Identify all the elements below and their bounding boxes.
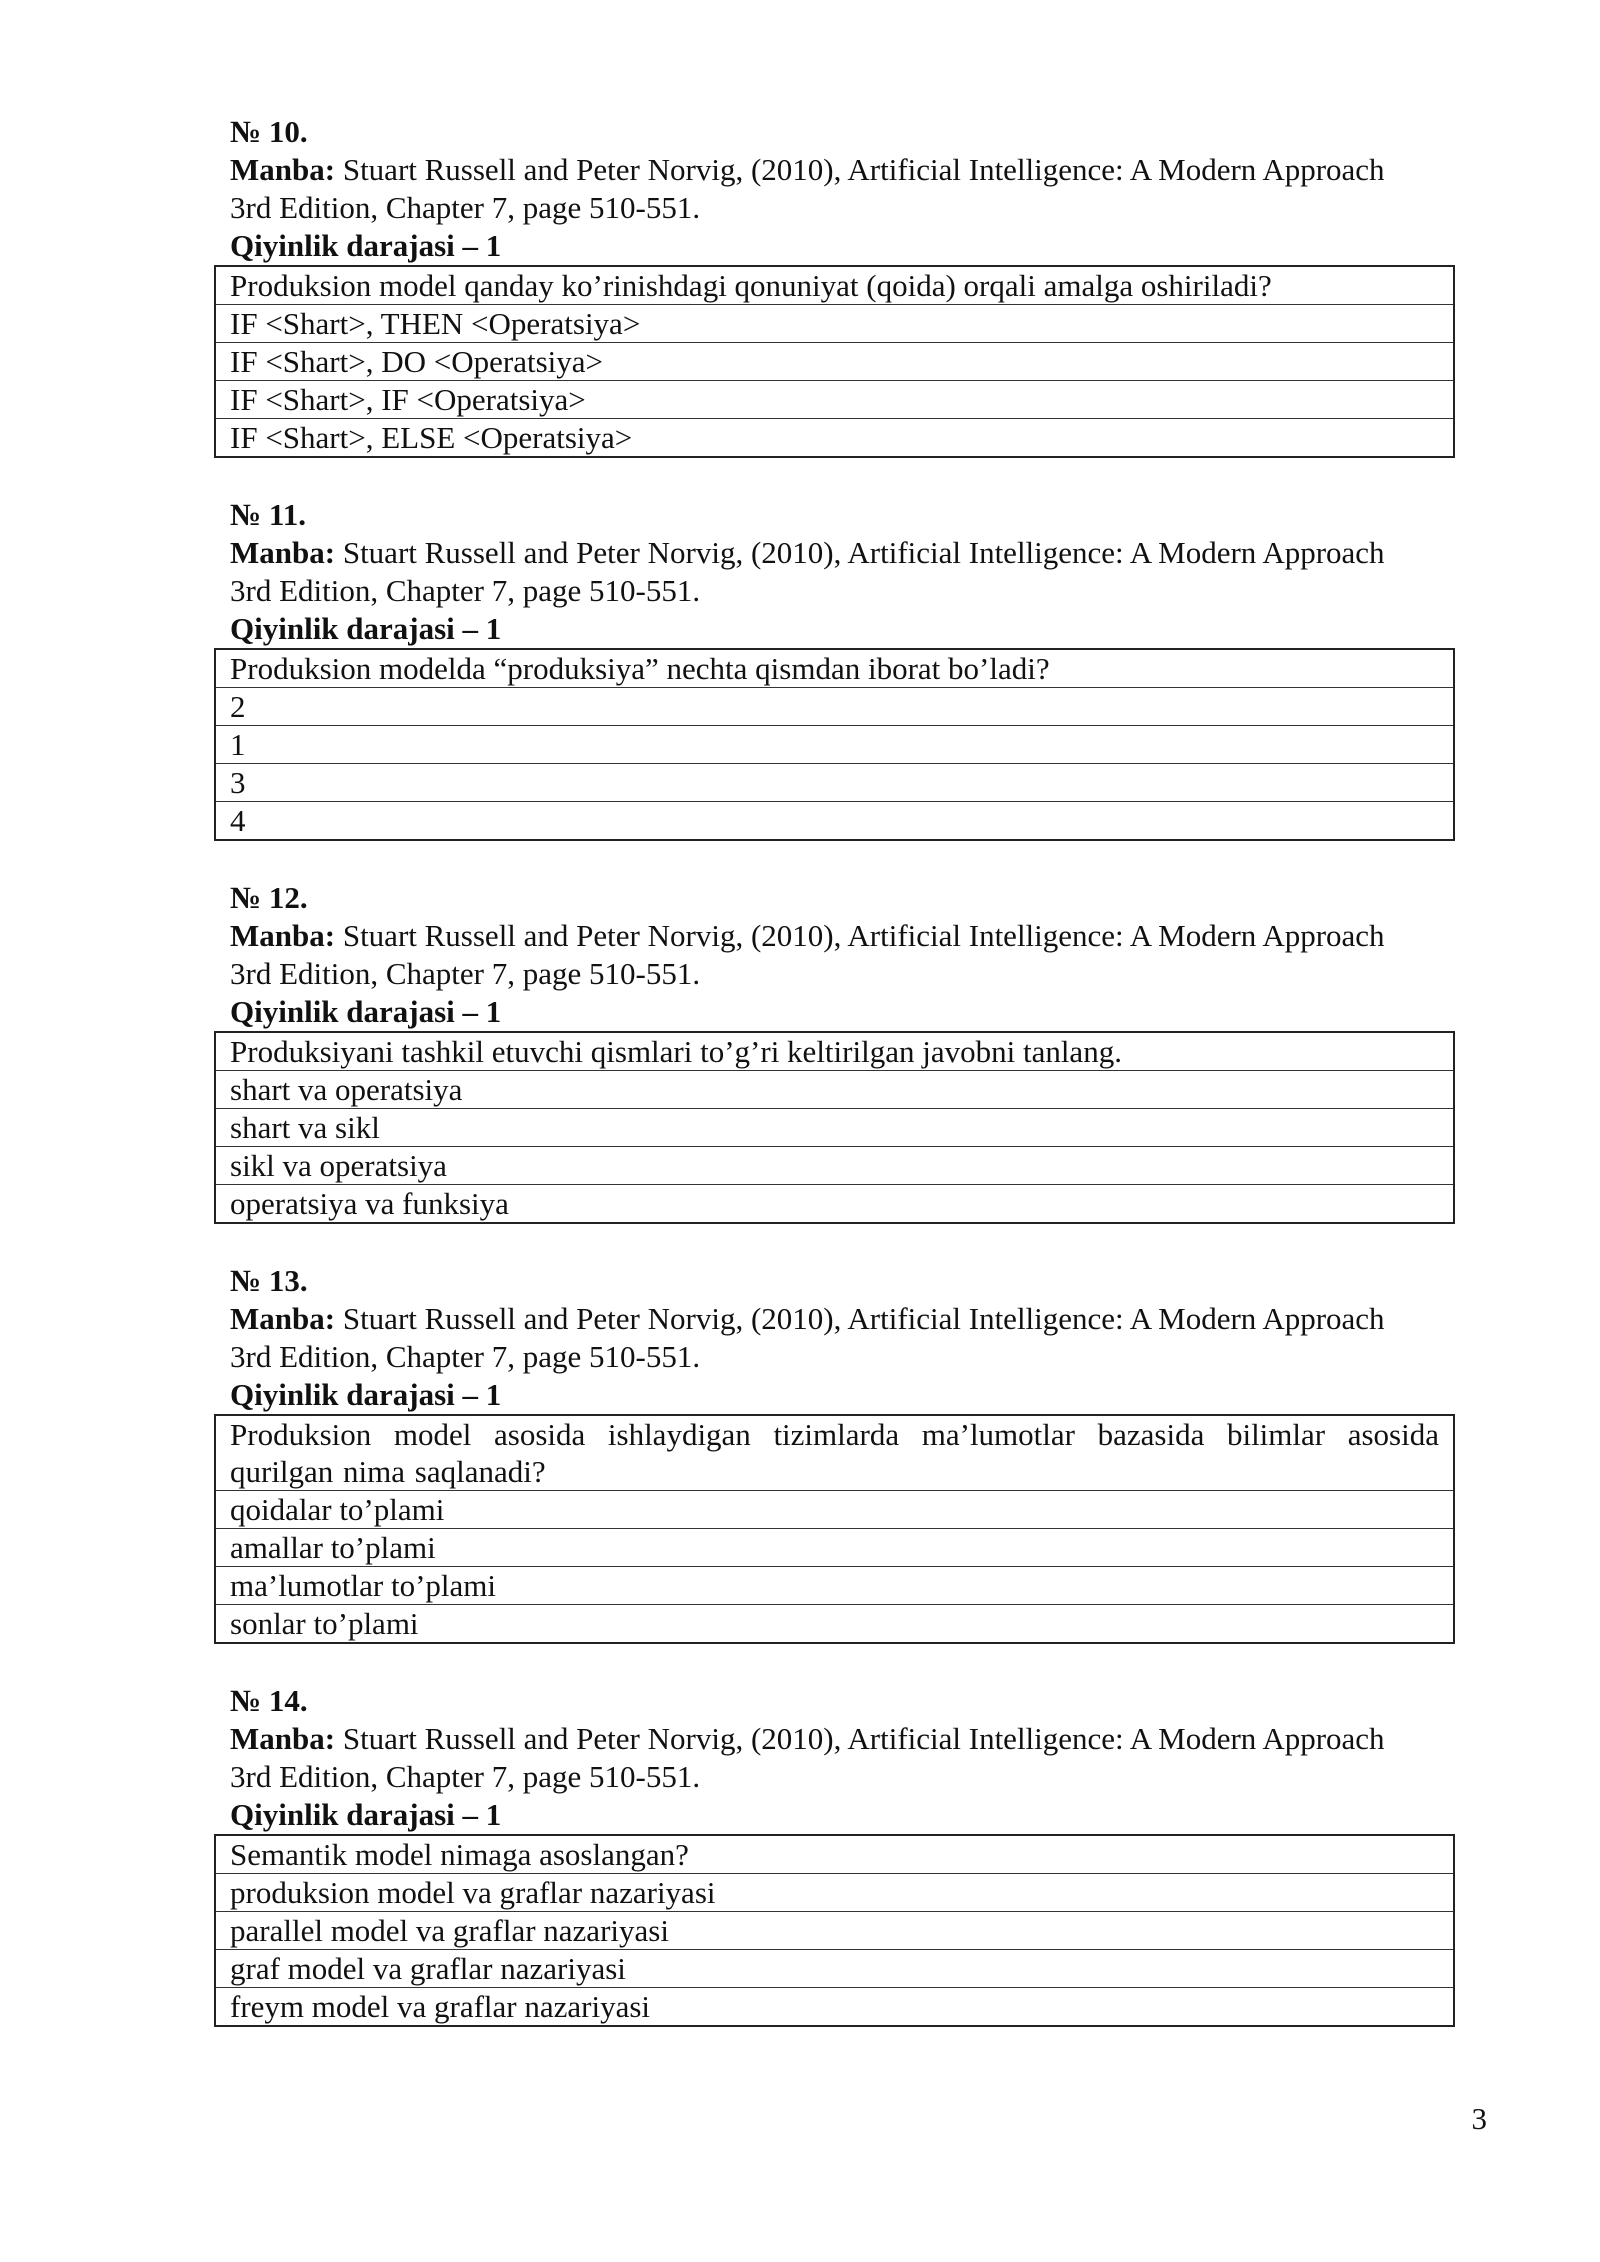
difficulty-level: Qiyinlik darajasi – 1 [230,228,502,263]
answer-option: IF <Shart>, IF <Operatsiya> [215,381,1454,419]
question-text: Produksion model qanday ko’rinishdagi qonuniyat (qoida) orqali amalga oshiriladi? [215,266,1454,305]
page-number: 3 [1471,2101,1487,2136]
source-line-continued: 3rd Edition, Chapter 7, page 510-551. [230,1759,701,1794]
question-block-11 [230,496,1473,841]
answer-row [215,1950,1454,1988]
answer-option: IF <Shart>, THEN <Operatsiya> [215,305,1454,343]
source-line [230,917,1473,955]
source-line-continued: 3rd Edition, Chapter 7, page 510-551. [230,573,701,608]
question-table [214,1834,1455,2027]
difficulty-level: Qiyinlik darajasi – 1 [230,611,502,646]
question-row [215,1415,1454,1491]
source-label: Manba: [230,1721,336,1756]
question-row [215,649,1454,688]
answer-row [215,1988,1454,2027]
answer-option: graf model va graflar nazariyasi [215,1950,1454,1988]
question-number: № 13. [230,1263,308,1298]
answer-option: 4 [215,802,1454,841]
answer-row [215,1605,1454,1644]
source-text: Stuart Russell and Peter Norvig, (2010), Artificial Intelligence: A Modern Approach [342,1721,1385,1756]
answer-row [215,343,1454,381]
answer-row [215,1071,1454,1109]
source-label: Manba: [230,535,336,570]
answer-row [215,1185,1454,1224]
question-text: Produksiyani tashkil etuvchi qismlari to’g’ri keltirilgan javobni tanlang. [215,1032,1454,1071]
difficulty-level: Qiyinlik darajasi – 1 [230,994,502,1029]
source-text: Stuart Russell and Peter Norvig, (2010), Artificial Intelligence: A Modern Approach [342,918,1385,953]
answer-option: IF <Shart>, DO <Operatsiya> [215,343,1454,381]
source-text: Stuart Russell and Peter Norvig, (2010), Artificial Intelligence: A Modern Approach [342,1301,1385,1336]
question-text: Produksion modelda “produksiya” nechta qismdan iborat bo’ladi? [215,649,1454,688]
answer-row [215,726,1454,764]
question-row [215,1835,1454,1874]
answer-option: freym model va graflar nazariyasi [215,1988,1454,2027]
question-number: № 10. [230,114,308,149]
source-line-continued: 3rd Edition, Chapter 7, page 510-551. [230,1339,701,1374]
answer-row [215,1109,1454,1147]
question-number: № 12. [230,880,308,915]
question-text: Produksion model asosida ishlaydigan tizimlarda ma’lumotlar bazasida bilimlar asosida qurilgan nima saqlanadi? [215,1415,1454,1491]
question-table [214,1414,1455,1644]
question-block-14 [230,1682,1473,2027]
answer-option: parallel model va graflar nazariyasi [215,1912,1454,1950]
question-row [215,1032,1454,1071]
question-table [214,1031,1455,1224]
answer-row [215,1874,1454,1912]
difficulty-level: Qiyinlik darajasi – 1 [230,1377,502,1412]
document-page [230,113,1473,2065]
answer-option: amallar to’plami [215,1529,1454,1567]
answer-option: ma’lumotlar to’plami [215,1567,1454,1605]
answer-row [215,764,1454,802]
answer-option: 2 [215,688,1454,726]
question-block-10 [230,113,1473,458]
question-table [214,265,1455,458]
answer-option: qoidalar to’plami [215,1491,1454,1529]
source-text: Stuart Russell and Peter Norvig, (2010), Artificial Intelligence: A Modern Approach [342,535,1385,570]
question-number: № 14. [230,1683,308,1718]
source-line-continued: 3rd Edition, Chapter 7, page 510-551. [230,190,701,225]
answer-row [215,1147,1454,1185]
answer-option: sonlar to’plami [215,1605,1454,1644]
answer-option: 3 [215,764,1454,802]
question-table [214,648,1455,841]
answer-row [215,688,1454,726]
question-row [215,266,1454,305]
answer-option: produksion model va graflar nazariyasi [215,1874,1454,1912]
question-block-12 [230,879,1473,1224]
answer-row [215,381,1454,419]
source-label: Manba: [230,918,336,953]
answer-row [215,1529,1454,1567]
source-line [230,1720,1473,1758]
question-block-13 [230,1262,1473,1644]
difficulty-level: Qiyinlik darajasi – 1 [230,1797,502,1832]
answer-row [215,419,1454,458]
answer-option: sikl va operatsiya [215,1147,1454,1185]
answer-option: IF <Shart>, ELSE <Operatsiya> [215,419,1454,458]
answer-row [215,1491,1454,1529]
source-line [230,151,1473,189]
answer-row [215,1567,1454,1605]
answer-option: shart va sikl [215,1109,1454,1147]
answer-row [215,802,1454,841]
question-text: Semantik model nimaga asoslangan? [215,1835,1454,1874]
source-label: Manba: [230,152,336,187]
answer-row [215,1912,1454,1950]
source-line-continued: 3rd Edition, Chapter 7, page 510-551. [230,956,701,991]
source-label: Manba: [230,1301,336,1336]
answer-option: 1 [215,726,1454,764]
answer-option: shart va operatsiya [215,1071,1454,1109]
source-line [230,1300,1473,1338]
answer-row [215,305,1454,343]
source-text: Stuart Russell and Peter Norvig, (2010), Artificial Intelligence: A Modern Approach [342,152,1385,187]
question-number: № 11. [230,497,306,532]
source-line [230,534,1473,572]
answer-option: operatsiya va funksiya [215,1185,1454,1224]
